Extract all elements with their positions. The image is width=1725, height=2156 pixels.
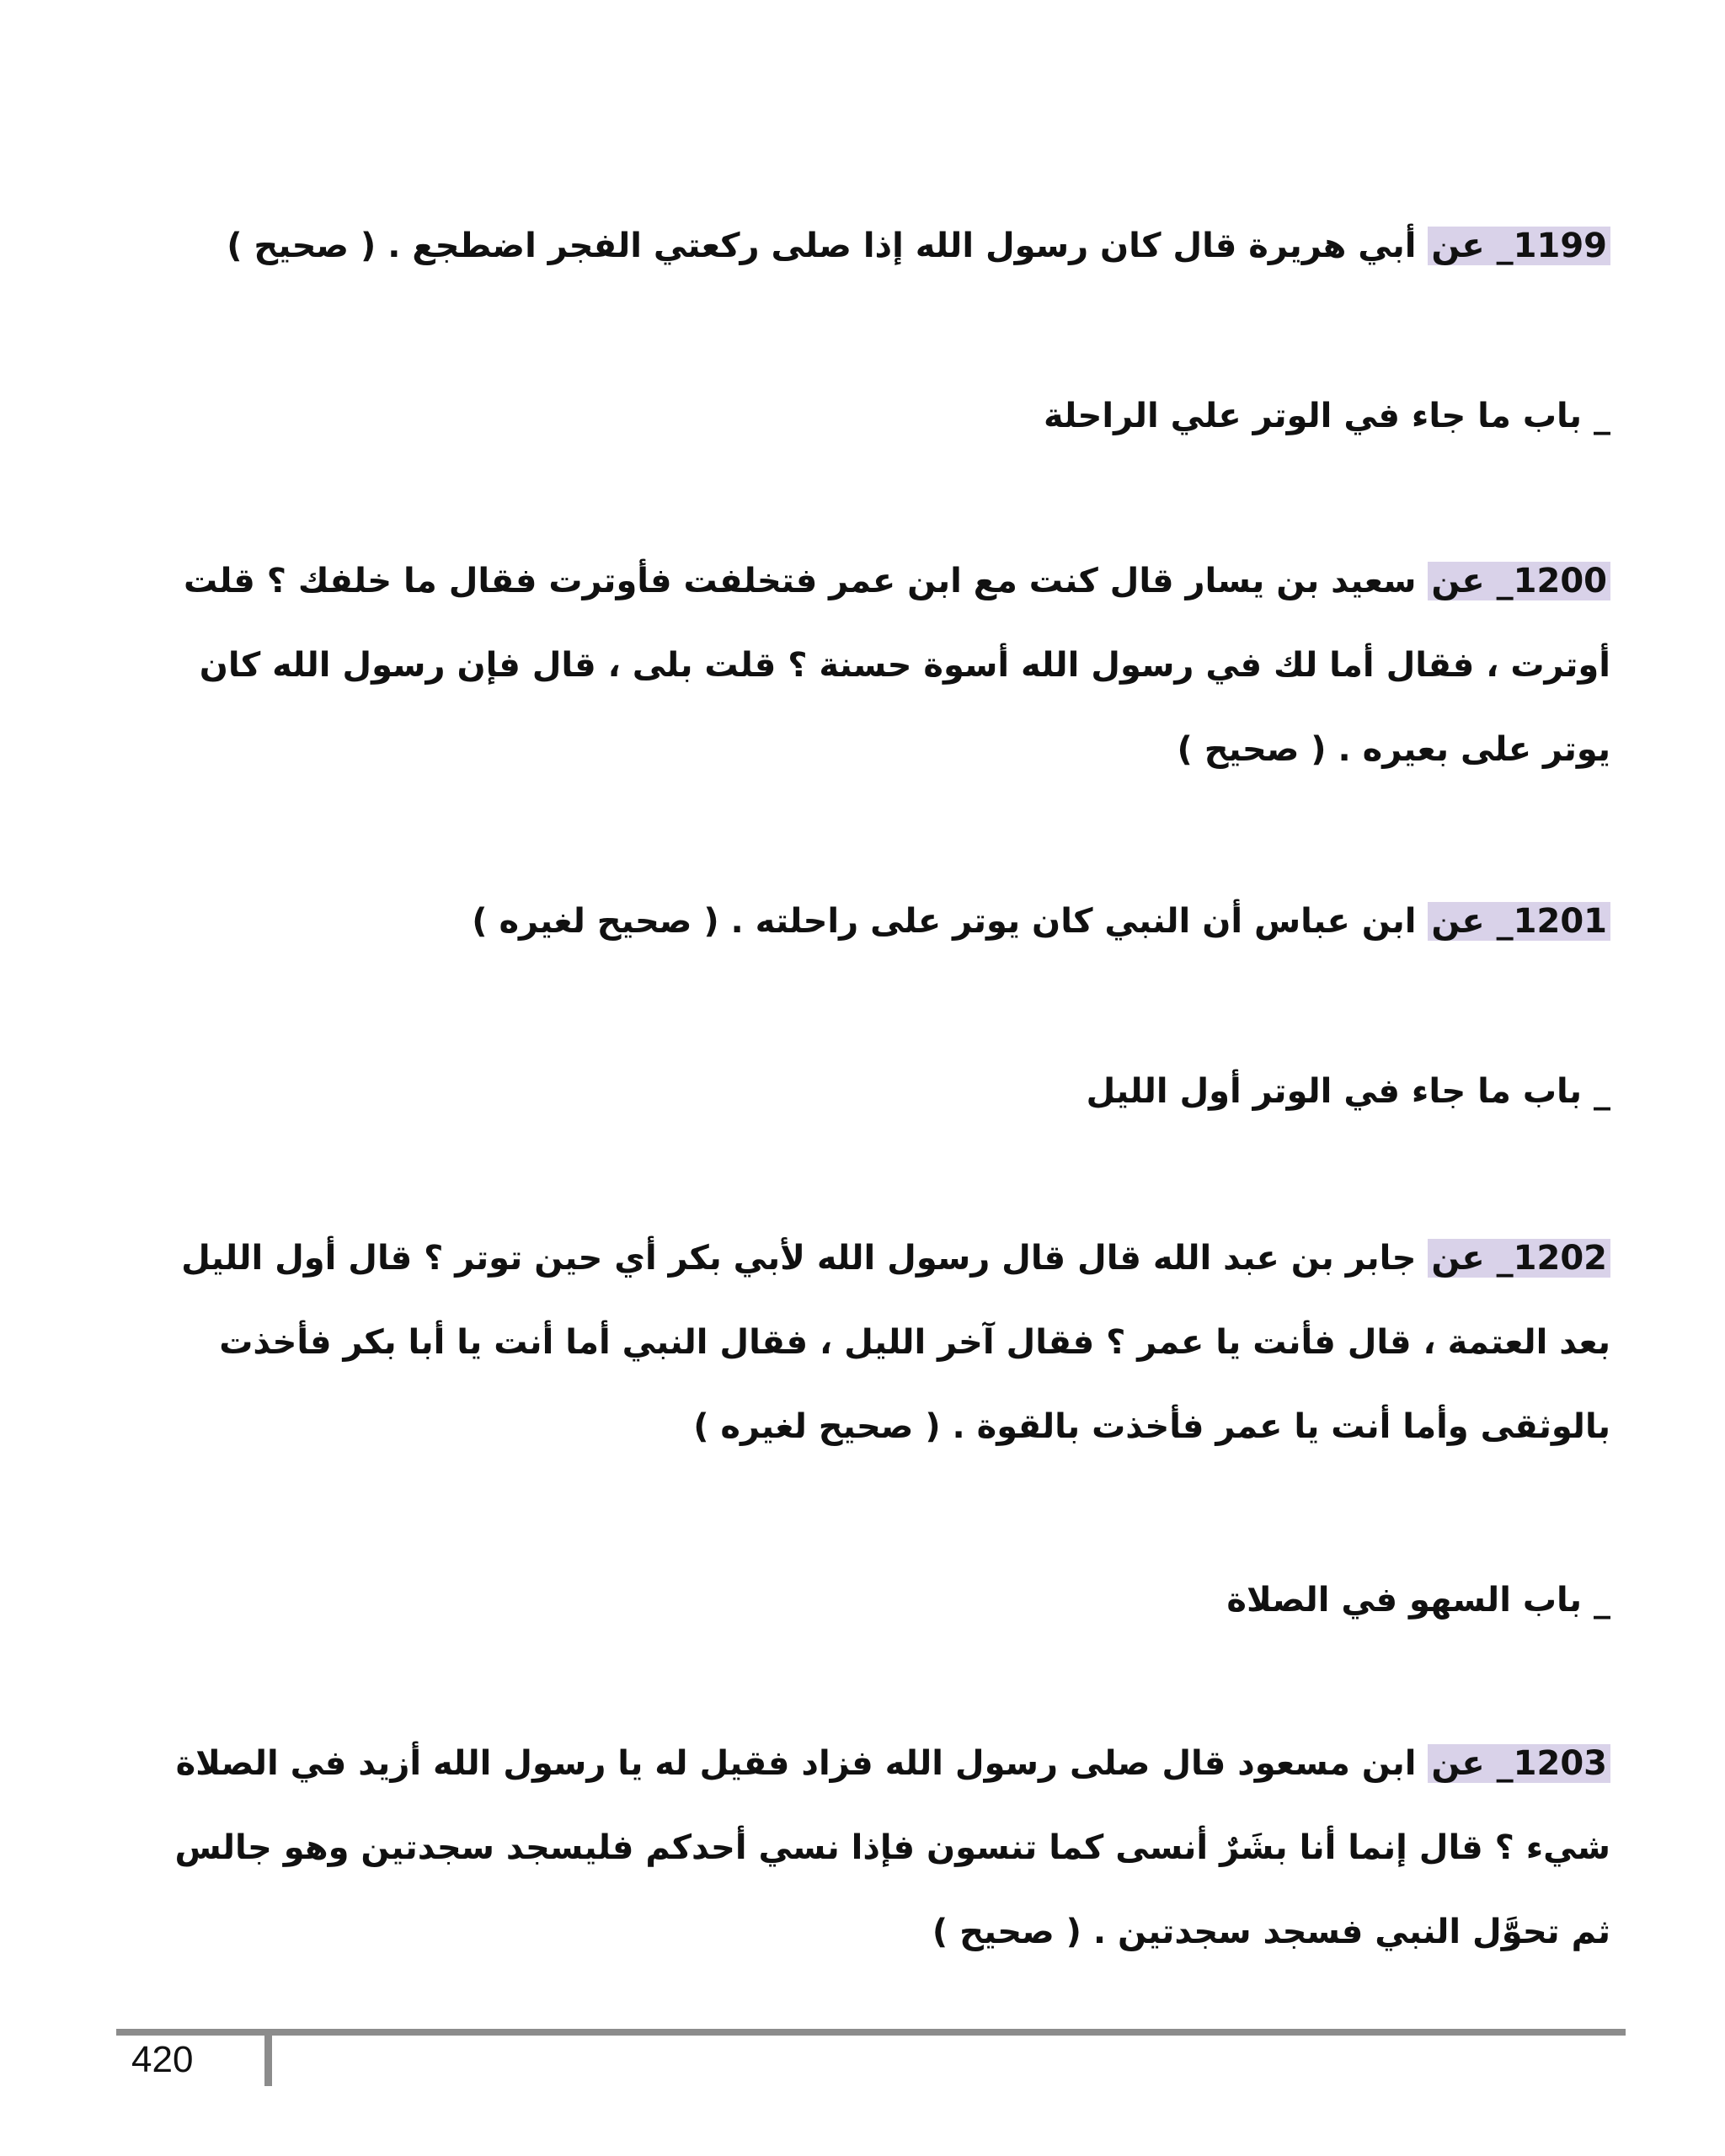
hadith-number-label: 1202_ عن	[1428, 1239, 1610, 1278]
hadith-number-label: 1201_ عن	[1428, 902, 1610, 941]
chapter-heading-witr-early-night	[126, 1049, 1610, 1134]
hadith-body: جابر بن عبد الله قال قال رسول الله لأبي بكر أي حين توتر ؟ قال أول الليل بعد العتمة ، قال فأنت يا عمر ؟ فقال آخر الليل ، فقال النبي أما أنت يا أبا بكر فأخذت بالوثقى وأما أنت يا عمر فأخذت بالقوة . ( صحيح لغيره )	[181, 1239, 1610, 1446]
chapter-heading-forgetfulness	[126, 1558, 1610, 1642]
hadith-text-1200	[126, 539, 1610, 792]
hadith-body: ابن مسعود قال صلى رسول الله فزاد فقيل له يا رسول الله أزيد في الصلاة شيء ؟ قال إنما أنا بشَرٌ أنسى كما تنسون فإذا نسي أحدكم فليسجد سجدتين وهو جالس ثم تحوَّل النبي فسجد سجدتين . ( صحيح )	[174, 1744, 1610, 1951]
hadith-entry-1201	[126, 879, 1610, 963]
hadith-body: ابن عباس أن النبي كان يوتر على راحلته . ( صحيح لغيره )	[472, 902, 1429, 941]
hadith-text-1203	[126, 1721, 1610, 1974]
hadith-body: أبي هريرة قال كان رسول الله إذا صلى ركعتي الفجر اضطجع . ( صحيح )	[227, 227, 1429, 265]
hadith-body: سعيد بن يسار قال كنت مع ابن عمر فتخلفت فأوترت فقال ما خلفك ؟ قلت أوترت ، فقال أما لك في رسول الله أسوة حسنة ؟ قلت بلى ، قال فإن رسول الله كان يوتر على بعيره . ( صحيح )	[183, 562, 1610, 769]
hadith-entry-1200	[126, 539, 1610, 792]
hadith-number-label: 1203_ عن	[1428, 1744, 1610, 1783]
hadith-number-label: 1199_ عن	[1428, 227, 1610, 265]
chapter-heading: _ باب السهو في الصلاة	[1226, 1581, 1610, 1620]
chapter-heading: _ باب ما جاء في الوتر علي الراحلة	[1043, 397, 1610, 435]
chapter-heading-witr-on-mount	[126, 374, 1610, 458]
footer-rule	[116, 2029, 1626, 2036]
chapter-heading: _ باب ما جاء في الوتر أول الليل	[1086, 1072, 1610, 1111]
hadith-text-1201	[126, 879, 1610, 963]
hadith-text-1202	[126, 1216, 1610, 1469]
hadith-entry-1202	[126, 1216, 1610, 1469]
hadith-text-1199	[126, 204, 1610, 288]
hadith-entry-1203	[126, 1721, 1610, 1974]
hadith-number-label: 1200_ عن	[1428, 562, 1610, 600]
page-number: 420	[131, 2039, 194, 2080]
footer-divider	[264, 2029, 272, 2086]
hadith-entry-1199	[126, 204, 1610, 288]
